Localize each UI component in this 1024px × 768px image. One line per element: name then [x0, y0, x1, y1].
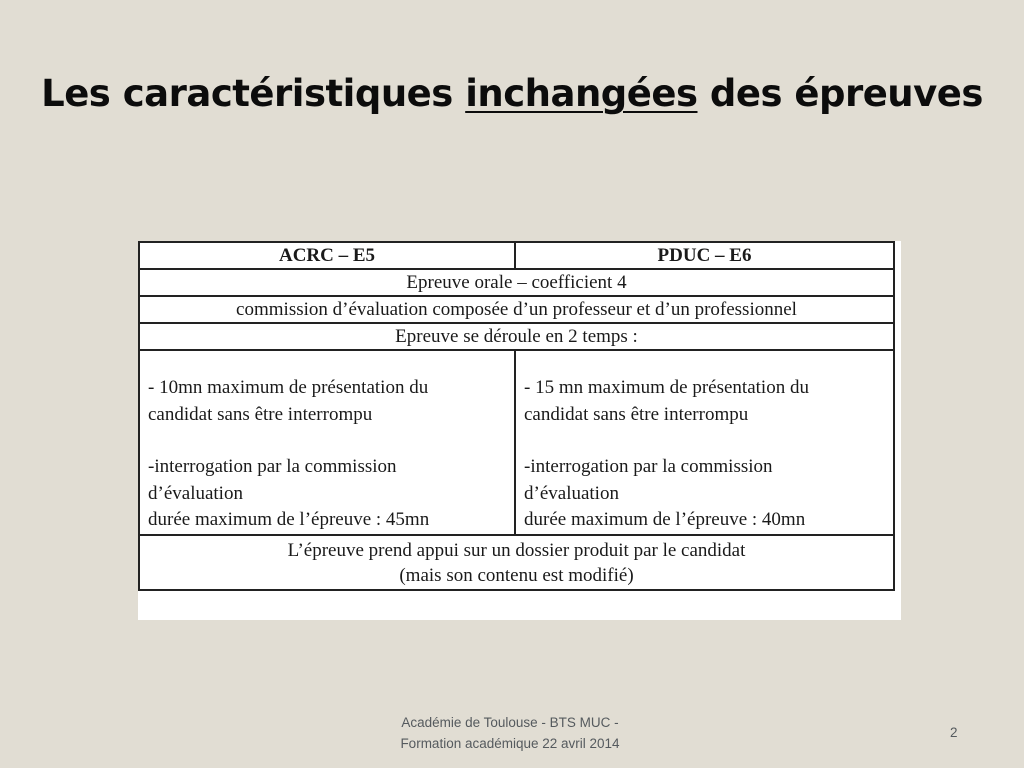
table-row	[139, 350, 894, 535]
footer-line: Formation académique 22 avril 2014	[400, 736, 620, 751]
acrc-line: d’évaluation	[148, 482, 243, 504]
title-text-before: Les caractéristiques	[41, 72, 466, 115]
pduc-line: -interrogation par la commission	[524, 456, 773, 477]
pduc-line: durée maximum de l’épreuve : 40mn	[524, 509, 806, 530]
pduc-line: candidat sans être interrompu	[524, 403, 749, 425]
dossier-line: (mais son contenu est modifié)	[399, 565, 634, 586]
exam-table-image	[138, 241, 901, 620]
table-row	[139, 296, 894, 323]
acrc-line: - 10mn maximum de présentation du	[148, 377, 429, 398]
header-acrc: ACRC – E5	[139, 242, 515, 269]
acrc-line: durée maximum de l’épreuve : 45mn	[148, 509, 430, 530]
footer-line: Académie de Toulouse - BTS MUC -	[401, 715, 619, 730]
table-header-row	[139, 242, 894, 269]
dossier-line: L’épreuve prend appui sur un dossier produit par le candidat	[287, 540, 746, 561]
header-pduc: PDUC – E6	[515, 242, 894, 269]
acrc-line: candidat sans être interrompu	[148, 403, 373, 425]
table-row	[139, 269, 894, 296]
pduc-details-cell	[515, 350, 894, 535]
slide-footer	[370, 712, 650, 754]
title-text-after: des épreuves	[697, 72, 983, 115]
exam-table	[138, 241, 895, 591]
pduc-line: - 15 mn maximum de présentation du	[524, 377, 809, 398]
table-row	[139, 323, 894, 350]
two-phases-cell: Epreuve se déroule en 2 temps :	[139, 323, 894, 350]
acrc-details-cell	[139, 350, 515, 535]
oral-coefficient-cell: Epreuve orale – coefficient 4	[139, 269, 894, 296]
dossier-cell	[139, 535, 894, 590]
acrc-line: -interrogation par la commission	[148, 456, 397, 477]
table-row	[139, 535, 894, 590]
slide-title	[0, 72, 1024, 115]
page-number: 2	[950, 725, 958, 740]
commission-cell: commission d’évaluation composée d’un professeur et d’un professionnel	[139, 296, 894, 323]
pduc-line: d’évaluation	[524, 482, 619, 504]
title-text-underlined: inchangées	[465, 72, 698, 115]
